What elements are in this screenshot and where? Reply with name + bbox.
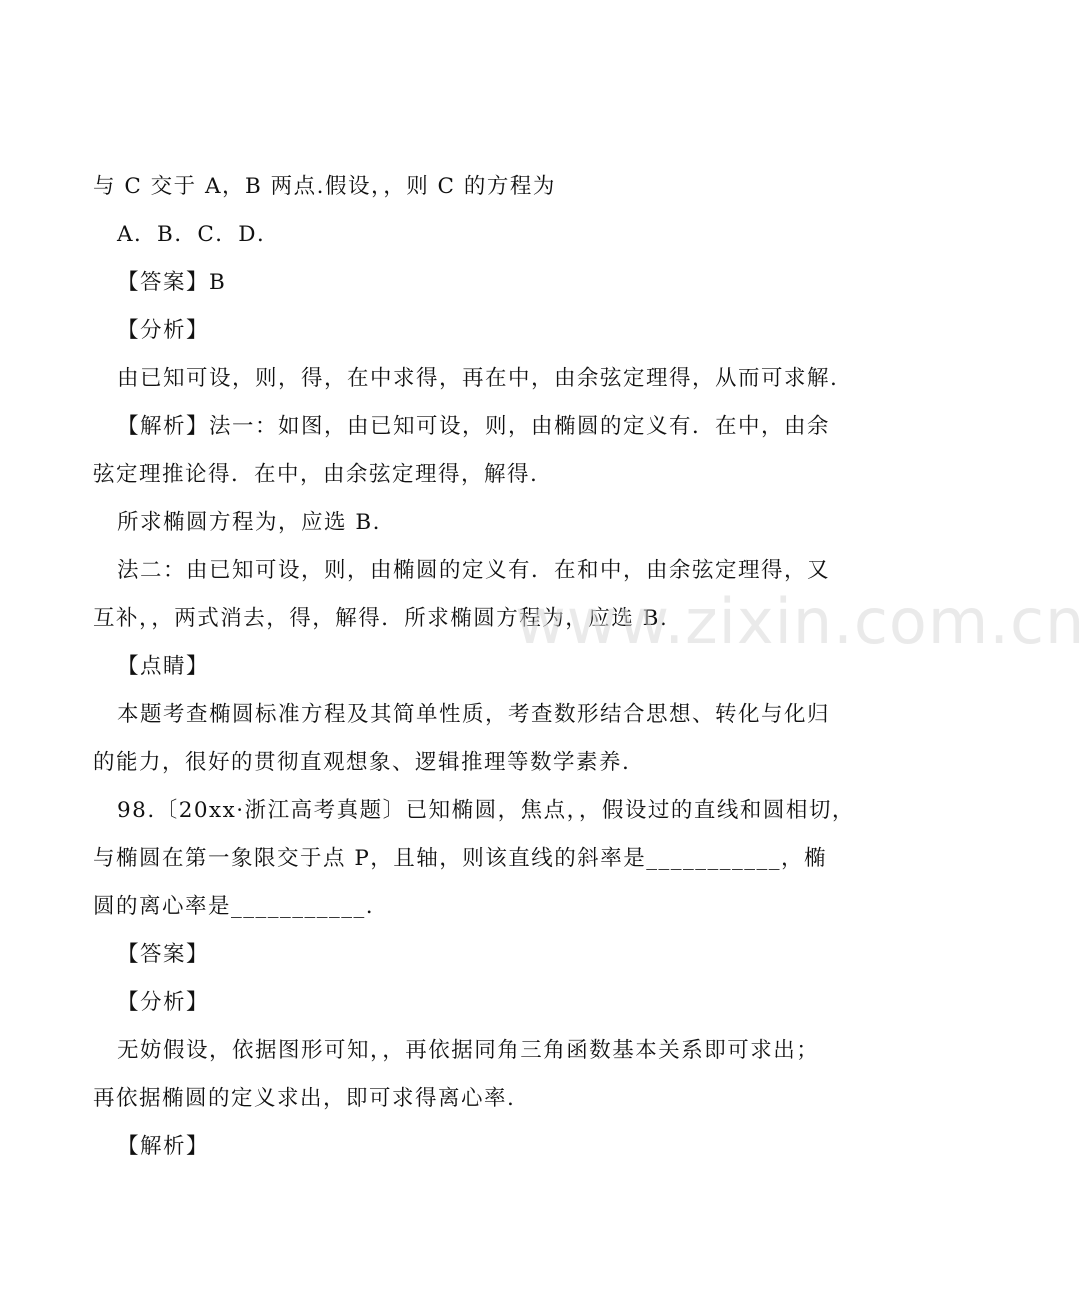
text-line-1: 与 C 交于 A，B 两点.假设，，则 C 的方程为	[93, 174, 556, 199]
solution-heading-2: 【解析】	[117, 1134, 210, 1159]
question-98-line-3: 圆的离心率是___________.	[93, 894, 375, 919]
method-two-line-1: 法二：由已知可设，则，由椭圆的定义有．在和中，由余弦定理得，又	[117, 558, 831, 583]
remark-heading: 【点睛】	[117, 654, 210, 679]
watermark-text: www.zixin.com.cn	[515, 585, 1085, 658]
analysis-heading-2: 【分析】	[117, 990, 210, 1015]
question-98-line-1: 98.〔20xx·浙江高考真题〕已知椭圆，焦点，，假设过的直线和圆相切，	[117, 798, 855, 823]
analysis-line-2: 再依据椭圆的定义求出，即可求得离心率.	[93, 1086, 516, 1111]
remark-line-2: 的能力，很好的贯彻直观想象、逻辑推理等数学素养.	[93, 750, 631, 775]
solution-line-1: 【解析】法一：如图，由已知可设，则，由椭圆的定义有．在中，由余	[117, 414, 831, 439]
answer-heading: 【答案】B	[117, 270, 227, 295]
analysis-heading: 【分析】	[117, 318, 210, 343]
method-two-line-2: 互补，，两式消去，得，解得．所求椭圆方程为，应选 B.	[93, 606, 669, 631]
remark-line-1: 本题考查椭圆标准方程及其简单性质，考查数形结合思想、转化与化归	[117, 702, 831, 727]
answer-heading-2: 【答案】	[117, 942, 210, 967]
analysis-text: 由已知可设，则，得，在中求得，再在中，由余弦定理得，从而可求解.	[117, 366, 839, 391]
options-line: A．B．C．D．	[117, 222, 281, 247]
solution-line-3: 所求椭圆方程为，应选 B.	[117, 510, 381, 535]
analysis-line-1: 无妨假设，依据图形可知，，再依据同角三角函数基本关系即可求出；	[117, 1038, 820, 1063]
question-98-line-2: 与椭圆在第一象限交于点 P，且轴，则该直线的斜率是___________，椭	[93, 846, 828, 871]
solution-line-2: 弦定理推论得．在中，由余弦定理得，解得.	[93, 462, 539, 487]
